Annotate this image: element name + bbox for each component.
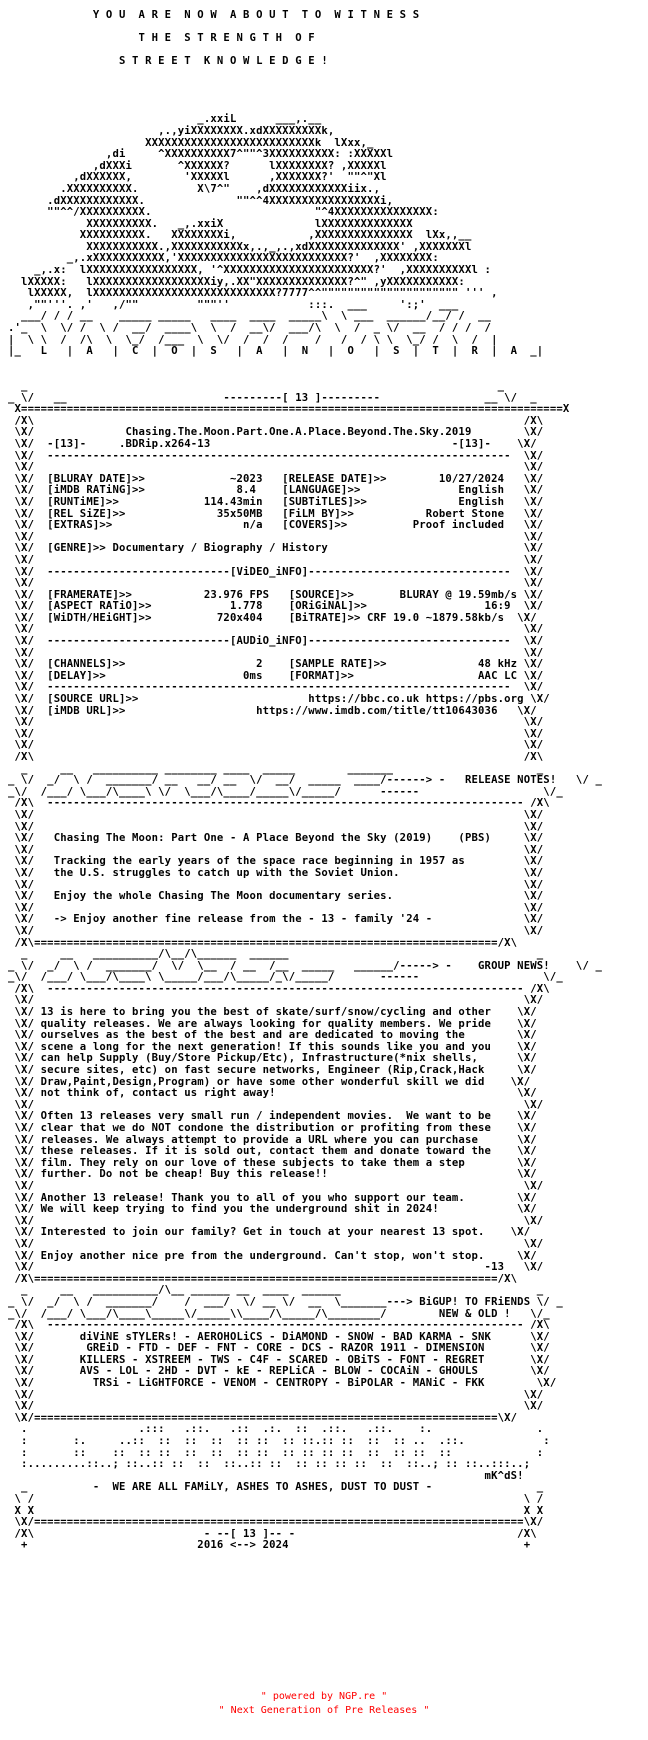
- nfo-line: \X/ [RUNTiME]>> 114.43min [SUBTiTLES]>> English \X/: [14, 495, 544, 508]
- nfo-line: lXXXXX, lXXXXXXXXXXXXXXXXXXXXXXXXXXXX?7777^^""""""""""""""""""""" ''' ,: [27, 287, 498, 300]
- nfo-line: XXXXXXXXXX. _,.xxiX lXXXXXXXXXXXXXX: [86, 217, 413, 230]
- nfo-line: .XXXXXXXXXX. X\7^" ,dXXXXXXXXXXXXiix.,: [60, 182, 381, 195]
- nfo-line: _ _: [21, 380, 505, 392]
- nfo-line: \X/ \X/: [14, 1237, 544, 1250]
- nfo-line: \X/ ----------------------------------------------------------------------- \X/: [14, 681, 544, 694]
- nfo-line: _,.xXXXXXXXXXXX,'XXXXXXXXXXXXXXXXXXXXXXXXXX?' ,XXXXXXXX:: [66, 252, 439, 265]
- nfo-line: \X/ \X/: [14, 1098, 544, 1111]
- nfo-line: \X/ \X/: [14, 1400, 544, 1413]
- nfo-line: _ \/ __ ---------[ 13 ]--------- __ \/ _: [8, 391, 537, 404]
- nfo-line: ,dXXXXXX, 'XXXXXl ,XXXXXXX?' ""^"Xl: [73, 171, 387, 184]
- nfo-line: | \ \ / /\ \ \_/ /___ \ \/ / / / / / / \ \ \_/ / \ / |: [8, 333, 498, 346]
- nfo-line: /X\=======================================================================/X\: [14, 1272, 518, 1285]
- nfo-line: \X/ ----------------------------------------------------------------------- \X/: [14, 449, 544, 462]
- nfo-line: ,.,yiXXXXXXXX.xdXXXXXXXXXk,: [158, 124, 335, 137]
- nfo-line: |_ L | A | C | O | S | A | N | O | S | T | R | A _|: [8, 345, 544, 358]
- nfo-line: ,""'''. ,' ,/"" """'' :::. ___ ':;' ___: [27, 298, 459, 311]
- nfo-line: \X/ AVS - LOL - 2HD - DVT - kE - REPLiCA - BLOW - COCAiN - GHOULS \X/: [14, 1365, 550, 1378]
- nfo-line: XXXXXXXXXXXXXXXXXXXXXXXXXXk lXxx,_: [145, 136, 374, 149]
- nfo-line: _\/ /___/ \___/\____\ \_____/___/\_____/_\/_____/ ------ \/_: [8, 971, 563, 984]
- nfo-line: XXXXXXXXXXX.,XXXXXXXXXXXx,.,_,.,xdXXXXXXXXXXXXXX' ,XXXXXXXl: [86, 240, 472, 253]
- nfo-line: \X/ [iMDB URL]>> https://www.imdb.com/title/tt10643036 \X/: [14, 704, 537, 717]
- nfo-line: \X/ \X/: [14, 901, 544, 914]
- nfo-line: \X/ Draw,Paint,Design,Program) or have some other wonderful skill we did \X/: [14, 1075, 531, 1088]
- nfo-line: _ - WE ARE ALL FAMiLY, ASHES TO ASHES, DUST TO DUST - _: [21, 1481, 544, 1494]
- nfo-line: \X/ Another 13 release! Thank you to all of you who support our team. \X/: [14, 1191, 537, 1204]
- nfo-line: \X/ Chasing The Moon: Part One - A Place Beyond the Sky (2019) (PBS) \X/: [14, 832, 544, 845]
- nfo-line: \X/ [DELAY]>> 0ms [FORMAT]>> AAC LC \X/: [14, 669, 544, 682]
- nfo-line: Y O U A R E N O W A B O U T T O W I T N E S S: [92, 9, 420, 21]
- nfo-line: \X/ \X/: [14, 820, 544, 833]
- nfo-line: \X/ [CHANNELS]>> 2 [SAMPLE RATE]>> 48 kHz \X/: [14, 658, 544, 671]
- nfo-line: \X/ \X/: [14, 646, 544, 659]
- nfo-line: \X/ [SOURCE URL]>> https://bbc.co.uk https://pbs.org \X/: [14, 693, 550, 706]
- nfo-line: _,.x: lXXXXXXXXXXXXXXXXX, '^XXXXXXXXXXXXXXXXXXXXXXX?' ,XXXXXXXXXXl :: [34, 264, 492, 277]
- nfo-line: .'_ \ \/ / \ / __/ ____\ \ / __\/ ___/\ \ / _ \/ __ / / / /: [8, 322, 492, 335]
- nfo-line: \X/ \X/: [14, 1388, 544, 1401]
- nfo-line: \X/ \X/: [14, 739, 544, 752]
- nfo-line: \X/ quality releases. We are always looking for quality members. We pride \X/: [14, 1017, 537, 1030]
- nfo-line: \X/ \X/: [14, 553, 544, 566]
- nfo-line: ,dXXXi ^XXXXXX? lXXXXXXXX? ,XXXXXl: [92, 159, 387, 172]
- nfo-line: \X/ KILLERS - XSTREEM - TWS - C4F - SCARED - OBiTS - FONT - REGRET \X/: [14, 1353, 550, 1366]
- nfo-line: \X/=======================================================================\X/: [14, 1411, 518, 1424]
- nfo-line: \X/ clear that we do NOT condone the distribution or profiting from these \X/: [14, 1122, 537, 1134]
- nfo-line: \X/ scene a long for the next generation! If this sounds like you and you \X/: [14, 1040, 537, 1053]
- nfo-line: \X/ GREiD - FTD - DEF - FNT - CORE - DCS - RAZOR 1911 - DIMENSION \X/: [14, 1342, 550, 1355]
- nfo-line: _ \/ _/ \ / _______/ / ___/ \/ __ \/ __ \_______---> BiGUP! TO FRiENDS \/ _: [8, 1295, 563, 1308]
- nfo-line: \X/ film. They rely on our love of these subjects to take them a step \X/: [14, 1156, 537, 1169]
- nfo-line: X===================================================================================X: [14, 403, 570, 416]
- nfo-line: \X/ Chasing.The.Moon.Part.One.A.Place.Beyond.The.Sky.2019 \X/: [14, 426, 544, 439]
- nfo-line: /X\ /X\: [14, 414, 544, 427]
- nfo-line: \X/ [EXTRAS]>> n/a [COVERS]>> Proof included \X/: [14, 519, 544, 532]
- nfo-line: _ __ __________/\__/\______ ______ _: [21, 948, 544, 961]
- nfo-line: /X\ - --[ 13 ]-- - /X\: [14, 1527, 537, 1540]
- nfo-line: . .::: .::. .:: .:. :: .::. .::. :. .: [21, 1423, 544, 1436]
- nfo-line: \X/ \X/: [14, 1214, 544, 1227]
- nfo-line: \X/ Enjoy the whole Chasing The Moon documentary series. \X/: [14, 890, 544, 903]
- nfo-line: \X/ ----------------------------[AUDiO_iNFO]------------------------------- \X/: [14, 635, 544, 648]
- nfo-line: _ \/ _/ \ / _______/ __ __/ __ \/ __/ _____ ____/------> - RELEASE NOTES! \/ _: [8, 774, 603, 787]
- nfo-line: \X/ TRSi - LiGHTFORCE - VENOM - CENTROPY - BiPOLAR - MANiC - FKK \X/: [14, 1377, 557, 1390]
- nfo-line: \X/ can help Supply (Buy/Store Pickup/Etc), Infrastructure(*nix shells, \X/: [14, 1052, 537, 1065]
- nfo-line: \X/ the U.S. struggles to catch up with the Soviet Union. \X/: [14, 866, 544, 879]
- nfo-line: \X/ these releases. If it is sold out, contact them and donate toward the \X/: [14, 1145, 537, 1158]
- nfo-line: \X/ \X/: [14, 924, 544, 937]
- nfo-line: \X/ [GENRE]>> Documentary / Biography / History \X/: [14, 542, 544, 555]
- nfo-line: \X/ -> Enjoy another fine release from the - 13 - family '24 - \X/: [14, 913, 544, 926]
- nfo-line: + 2016 <--> 2024 +: [21, 1539, 531, 1552]
- nfo-line: : :: :: :: :: :: :: :: :: :: :: :: :: :: :: :: :: :: [21, 1446, 544, 1459]
- nfo-line: \X/ \X/: [14, 577, 544, 590]
- nfo-line: /X\=======================================================================/X\: [14, 936, 518, 949]
- nfo-line: _\/ /___/ \___/\____\_____\/_____\\____/\_____/\________/ NEW & OLD ! \/_: [8, 1307, 550, 1320]
- nfo-line: \X/ Enjoy another nice pre from the underground. Can't stop, won't stop. \X/: [14, 1249, 537, 1262]
- nfo-line: \X/ [iMDB RATiNG]>> 8.4 [LANGUAGE]>> English \X/: [14, 484, 544, 497]
- nfo-line: lXXXXX: lXXXXXXXXXXXXXXXXXXiy,.XX"XXXXXXXXXXXXXX?^" ,yXXXXXXXXXXX:: [21, 275, 465, 288]
- nfo-line: \X/ [BLURAY DATE]>> ~2023 [RELEASE DATE]>> 10/27/2024 \X/: [14, 472, 544, 485]
- nfo-line: \X/ [REL SiZE]>> 35x50MB [FiLM BY]>> Robert Stone \X/: [14, 507, 544, 520]
- nfo-line: /X\ ------------------------------------------------------------------------- /X\: [14, 982, 550, 995]
- nfo-line: \X/ diViNE sTYLERs! - AEROHOLiCS - DiAMOND - SNOW - BAD KARMA - SNK \X/: [14, 1330, 550, 1343]
- nfo-line: \X/ \X/: [14, 808, 544, 821]
- nfo-line: \X/ [WiDTH/HEiGHT]>> 720x404 [BiTRATE]>> CRF 19.0 ~1879.58kb/s \X/: [14, 611, 537, 624]
- nfo-line: \X/ secure sites, etc) on fast secure networks, Engineer (Rip,Crack,Hack \X/: [14, 1064, 537, 1077]
- nfo-line: \X/ \X/: [14, 843, 544, 856]
- nfo-line: \X/ ourselves as the best of the best and are dedicated to moving the \X/: [14, 1029, 537, 1042]
- nfo-line: \X/ Interested to join our family? Get in touch at your nearest 13 spot. \X/: [14, 1226, 531, 1239]
- nfo-line: \X/ -[13]- .BDRip.x264-13 -[13]- \X/: [14, 437, 537, 450]
- nfo-line: /X\ ------------------------------------------------------------------------- /X\: [14, 797, 550, 810]
- nfo-line: \X/ \X/: [14, 461, 544, 474]
- nfo-line: \X/ \X/: [14, 878, 544, 891]
- nfo-line: /X\ ------------------------------------------------------------------------- /X\: [14, 1319, 550, 1332]
- nfo-line: \X/ ----------------------------[ViDEO_iNFO]------------------------------- \X/: [14, 565, 544, 578]
- nfo-line: _ __ __________ ________ ____ _____ _______ _: [21, 762, 544, 775]
- nfo-line: \X/ \X/: [14, 623, 544, 636]
- nfo-text: [8, 10, 602, 1552]
- nfo-line: \X/ not think of, contact us right away! \X/: [14, 1087, 537, 1100]
- nfo-line: \X/ \X/: [14, 530, 544, 543]
- nfo-line: _ \/ _/ \ / _______/ \/ \__ / __ /__ _____ ______/-----> - GROUP NEWS! \/ _: [8, 959, 603, 972]
- nfo-line: \X/ releases. We always attempt to provide a URL where you can purchase \X/: [14, 1133, 537, 1146]
- nfo-line: \ / \ /: [14, 1493, 544, 1505]
- nfo-line: S T R E E T K N O W L E D G E !: [118, 55, 328, 68]
- nfo-line: ,di ^XXXXXXXXXX7^""^3XXXXXXXXXX: :XXXXXl: [105, 148, 394, 161]
- nfo-line: \X/ -13 \X/: [14, 1261, 544, 1274]
- nfo-line: _\/ /___/ \___/\____\ \/ \___/\____/_____\/_____/ ------ \/_: [8, 785, 563, 798]
- nfo-line: \X/ [ASPECT RATiO]>> 1.778 [ORiGiNAL]>> 16:9 \X/: [14, 600, 544, 613]
- nfo-line: \X/ \X/: [14, 716, 544, 729]
- footer-powered-by: " powered by NGP.re ": [260, 1691, 388, 1702]
- nfo-line: \X/ Tracking the early years of the space race beginning in 1957 as \X/: [14, 855, 544, 868]
- nfo-line: ___/ / / __ _____ _____ ____ ____ _____\ \ ___ ______/__/ / __: [21, 310, 492, 323]
- nfo-line: \X/===========================================================================\X/: [14, 1516, 544, 1529]
- nfo-line: .dXXXXXXXXXXXX. ""^^4XXXXXXXXXXXXXXXXXi,: [47, 194, 394, 207]
- nfo-line: : :. ..:: :: :: :: :: :: :: ::.:: :: :: :: .. .::. :: [21, 1435, 550, 1448]
- nfo-line: \X/ \X/: [14, 994, 544, 1007]
- nfo-line: _ __ __________/\__ ______ __ ____ ______ _: [21, 1284, 544, 1297]
- nfo-line: \X/ further. Do not be cheap! Buy this release!! \X/: [14, 1168, 537, 1181]
- nfo-line: \X/ \X/: [14, 727, 544, 740]
- nfo-line: mK^dS!: [484, 1469, 524, 1482]
- nfo-line: \X/ 13 is here to bring you the best of skate/surf/snow/cycling and other \X/: [14, 1006, 537, 1019]
- footer: [0, 1690, 648, 1718]
- nfo-line: X X X X: [14, 1504, 544, 1517]
- nfo-line: \X/ [FRAMERATE]>> 23.976 FPS [SOURCE]>> BLURAY @ 19.59mb/s \X/: [14, 588, 544, 601]
- nfo-line: _.xxiL ___,.__: [197, 113, 322, 126]
- nfo-line: T H E S T R E N G T H O F: [138, 32, 315, 45]
- nfo-line: XXXXXXXXXX. XXXXXXXXi, ,XXXXXXXXXXXXXXX lXx,,__: [79, 229, 472, 242]
- nfo-line: :.........::..; ::..:: :: :: ::..:: :: :: :: :: :: :: ::..; :: ::..:::..;: [21, 1458, 531, 1471]
- nfo-line: \X/ Often 13 releases very small run / independent movies. We want to be \X/: [14, 1110, 537, 1123]
- nfo-line: /X\ /X\: [14, 751, 544, 763]
- nfo-line: \X/ \X/: [14, 1179, 544, 1192]
- nfo-line: ""^^/XXXXXXXXXX. "^4XXXXXXXXXXXXXXX:: [47, 206, 439, 219]
- footer-tagline: " Next Generation of Pre Releases ": [218, 1705, 430, 1716]
- nfo-line: \X/ We will keep trying to find you the underground shit in 2024! \X/: [14, 1203, 537, 1216]
